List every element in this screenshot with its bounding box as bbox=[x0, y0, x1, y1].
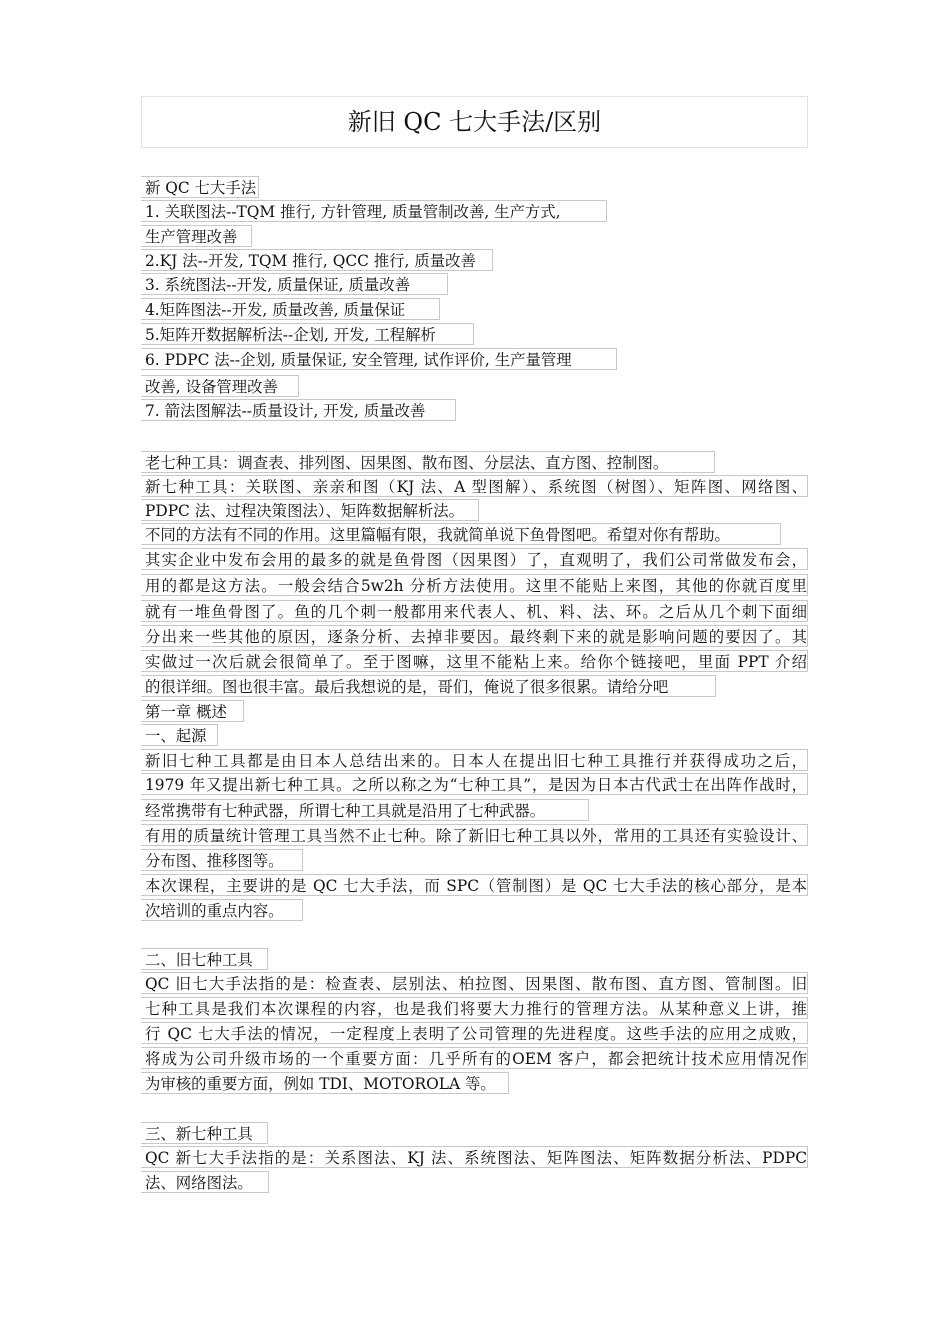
text-line: 生产管理改善 bbox=[141, 225, 252, 247]
text-line: 其实企业中发布会用的最多的就是鱼骨图（因果图）了，直观明了，我们公司常做发布会， bbox=[141, 548, 808, 570]
text-line: 7. 箭法图解法--质量设计, 开发, 质量改善 bbox=[141, 399, 456, 421]
text-line: 新旧七种工具都是由日本人总结出来的。日本人在提出旧七种工具推行并获得成功之后， bbox=[141, 749, 808, 771]
text-line: 用的都是这方法。一般会结合5w2h 分析方法使用。这里不能贴上来图，其他的你就百度里 bbox=[141, 574, 808, 596]
text-line: 经常携带有七种武器，所谓七种工具就是沿用了七种武器。 bbox=[141, 799, 589, 821]
text-line: 5.矩阵开数据解析法--企划, 开发, 工程解析 bbox=[141, 323, 474, 345]
text-line: 二、旧七种工具 bbox=[141, 948, 268, 970]
text-line: 6. PDPC 法--企划, 质量保证, 安全管理, 试作评价, 生产量管理 bbox=[141, 348, 617, 370]
text-line: 1. 关联图法--TQM 推行, 方针管理, 质量管制改善, 生产方式, bbox=[141, 200, 607, 222]
text-line: 3. 系统图法--开发, 质量保证, 质量改善 bbox=[141, 273, 448, 295]
text-line: 有用的质量统计管理工具当然不止七种。除了新旧七种工具以外，常用的工具还有实验设计、 bbox=[141, 824, 808, 846]
text-line: 改善, 设备管理改善 bbox=[141, 375, 299, 397]
text-line: 2.KJ 法--开发, TQM 推行, QCC 推行, 质量改善 bbox=[141, 249, 493, 271]
text-line: 分布图、推移图等。 bbox=[141, 849, 303, 871]
text-line: 新 QC 七大手法 bbox=[141, 176, 259, 198]
text-line: 一、起源 bbox=[141, 724, 218, 746]
document-title: 新旧 QC 七大手法/区别 bbox=[141, 96, 808, 148]
text-line: QC 旧七大手法指的是：检查表、层别法、柏拉图、因果图、散布图、直方图、管制图。旧 bbox=[141, 972, 808, 994]
text-line: 三、新七种工具 bbox=[141, 1122, 268, 1144]
text-line: 的很详细。图也很丰富。最后我想说的是，哥们，俺说了很多很累。请给分吧 bbox=[141, 675, 716, 697]
text-line: 为审核的重要方面，例如 TDI、MOTOROLA 等。 bbox=[141, 1072, 509, 1094]
text-line: 1979 年又提出新七种工具。之所以称之为“七种工具”，是因为日本古代武士在出阵作战时， bbox=[141, 773, 808, 795]
text-line: 法、网络图法。 bbox=[141, 1171, 269, 1193]
text-line: 分出来一些其他的原因，逐条分析、去掉非要因。最终剩下来的就是影响问题的要因了。其 bbox=[141, 625, 808, 647]
text-line: 就有一堆鱼骨图了。鱼的几个刺一般都用来代表人、机、料、法、环。之后从几个刺下面细 bbox=[141, 600, 808, 622]
text-line: 次培训的重点内容。 bbox=[141, 899, 303, 921]
text-line: 4.矩阵图法--开发, 质量改善, 质量保证 bbox=[141, 298, 440, 320]
text-line: 七种工具是我们本次课程的内容，也是我们将要大力推行的管理方法。从某种意义上讲，推 bbox=[141, 997, 808, 1019]
text-line: 将成为公司升级市场的一个重要方面：几乎所有的OEM 客户，都会把统计技术应用情况作 bbox=[141, 1047, 808, 1069]
text-line: QC 新七大手法指的是：关系图法、KJ 法、系统图法、矩阵图法、矩阵数据分析法、PDPC bbox=[141, 1146, 808, 1168]
text-line: PDPC 法、过程决策图法）、矩阵数据解析法。 bbox=[141, 499, 479, 521]
text-line: 第一章 概述 bbox=[141, 700, 244, 722]
text-line: 行 QC 七大手法的情况，一定程度上表明了公司管理的先进程度。这些手法的应用之成败， bbox=[141, 1022, 808, 1044]
text-line: 不同的方法有不同的作用。这里篇幅有限，我就简单说下鱼骨图吧。希望对你有帮助。 bbox=[141, 523, 781, 545]
text-line: 新七种工具：关联图、亲亲和图（KJ 法、A 型图解）、系统图（树图）、矩阵图、网络图、 bbox=[141, 475, 808, 497]
text-line: 本次课程，主要讲的是 QC 七大手法，而 SPC（管制图）是 QC 七大手法的核心部分，是本 bbox=[141, 874, 808, 896]
text-line: 老七种工具：调查表、排列图、因果图、散布图、分层法、直方图、控制图。 bbox=[141, 451, 715, 473]
text-line: 实做过一次后就会很简单了。至于图嘛，这里不能粘上来。给你个链接吧，里面 PPT 介绍 bbox=[141, 650, 808, 672]
